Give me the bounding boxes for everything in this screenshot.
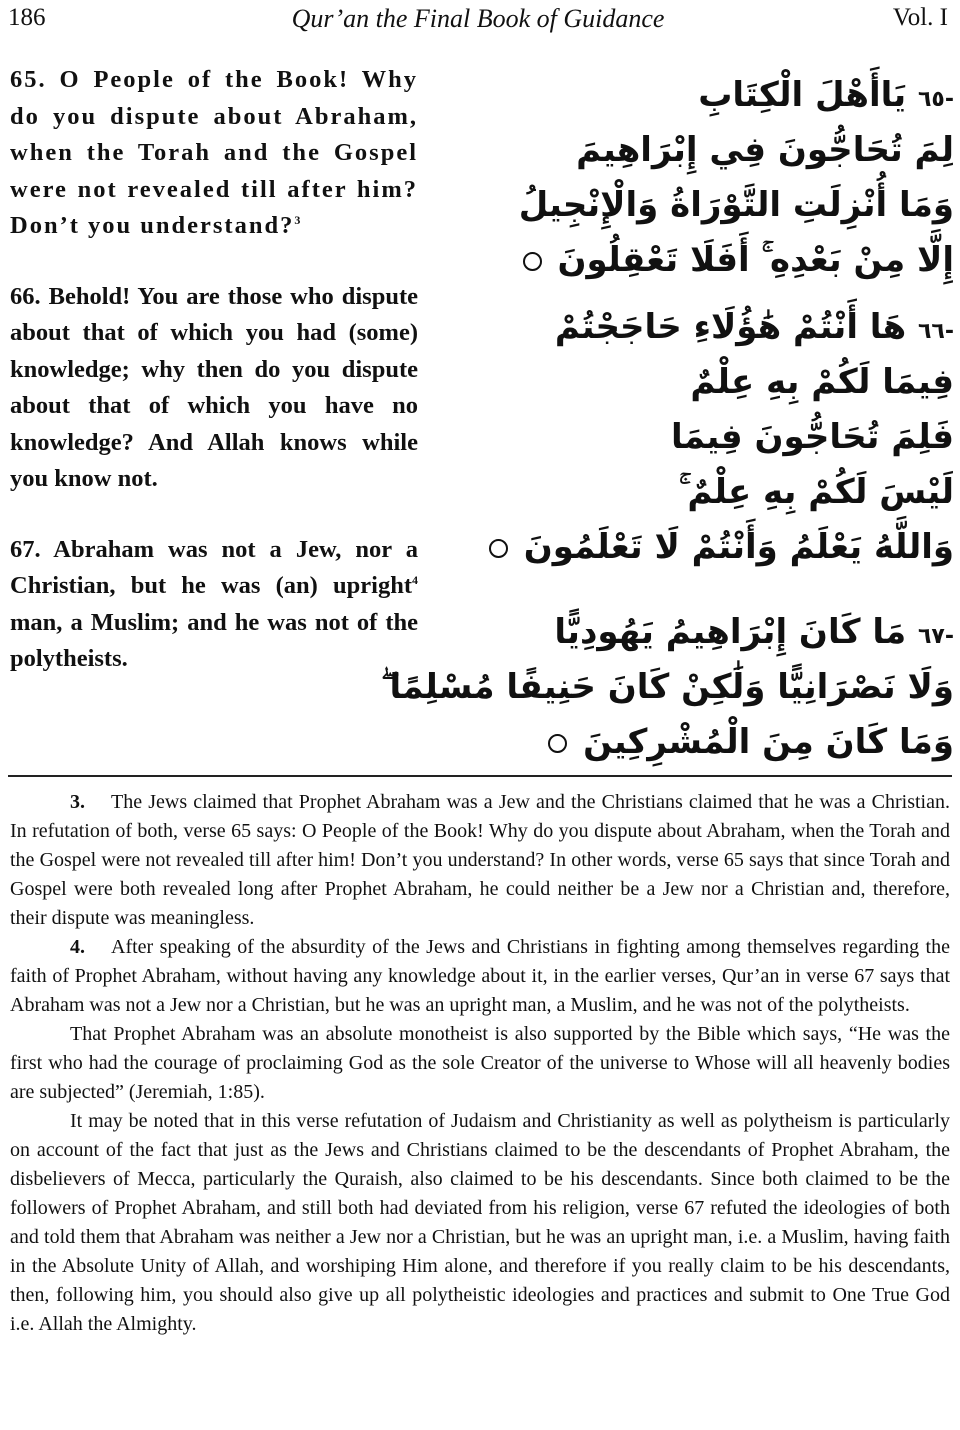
page-number: 186 bbox=[8, 4, 46, 31]
verse-66-translation bbox=[10, 279, 418, 498]
footnote-3 bbox=[10, 788, 950, 933]
arabic-line: وَاللَّهُ يَعْلَمُ وَأَنْتُمْ لَا تَعْلَمُونَ bbox=[470, 520, 954, 575]
footnote-paragraph: That Prophet Abraham was an absolute monotheist is also supported by the Bible which says, “He was the first who had the courage of proclaiming God as the sole Creator of the universe to Whose will all heavenly bodies are subjected” (Jeremiah, 1:85). bbox=[10, 1023, 950, 1103]
footnote-ref-4[interactable]: 4 bbox=[412, 572, 418, 587]
verse-66-text: 66. Behold! You are those who dispute about that of which you had (some) knowledge; why then do you dispute about that of which you have no knowledge? And Allah knows while you know not. bbox=[10, 282, 418, 492]
arabic-verse-number: -٦٥ bbox=[918, 87, 954, 112]
verse-67-translation bbox=[10, 532, 418, 678]
verse-end-circle bbox=[548, 734, 567, 753]
arabic-line: -٦٦ هَا أَنْتُمْ هَٰؤُلَاءِ حَاجَجْتُمْ bbox=[554, 307, 954, 347]
verse-end-circle bbox=[523, 252, 542, 271]
arabic-line: -٦٥ يَاأَهْلَ الْكِتَابِ bbox=[698, 75, 954, 115]
verse-67-text-end: man, a Muslim; and he was not of the polytheists. bbox=[10, 608, 418, 672]
footnote-paragraph: It may be noted that in this verse refutation of Judaism and Christianity as well as polytheism is particularly on account of the fact that just as the Jews and Christians claimed to be the descendants of Prophet Abraham, the disbelievers of Mecca, particularly the Quraish, also claimed to be his descendants. Since both claimed to be the followers of Prophet Abraham, and still both had deviated from his religion, verse 67 refuted the ideologies of both and told them that Abraham was neither a Jew nor a Christian, but he was an upright man, i.e. a Muslim, having faith in the Absolute Unity of Allah, and worshiping Him alone, and therefore if you really claim to be his descendants, then, following him, you should also give up all polytheistic ideologies and practices and submit to One True God i.e. Allah the Almighty. bbox=[10, 1110, 950, 1335]
footnote-divider bbox=[8, 775, 952, 777]
footnote-label: 4. bbox=[70, 936, 85, 958]
arabic-verse-67 bbox=[380, 605, 954, 770]
arabic-line: فَلِمَ تُحَاجُّونَ فِيمَا bbox=[670, 417, 954, 457]
arabic-verse-number: -٦٧ bbox=[918, 624, 954, 649]
arabic-line: وَمَا أُنْزِلَتِ التَّوْرَاةُ وَالْإِنْجِيلُ bbox=[518, 185, 954, 225]
footnote-4 bbox=[10, 933, 950, 1020]
arabic-line: لَيْسَ لَكُمْ بِهِ عِلْمٌ ۚ bbox=[678, 472, 954, 512]
arabic-line: فِيمَا لَكُمْ بِهِ عِلْمٌ bbox=[690, 362, 954, 402]
arabic-line: وَلَا نَصْرَانِيًّا وَلَٰكِنْ كَانَ حَنِيفًا مُسْلِمًا ۖ bbox=[380, 667, 954, 707]
verse-65-text: 65. O People of the Book! Why do you dispute about Abraham, when the Torah and the Gospel were not revealed till after him? Don’t you understand? bbox=[10, 66, 418, 239]
arabic-line: إِلَّا مِنْ بَعْدِهِ ۚ أَفَلَا تَعْقِلُونَ bbox=[470, 233, 954, 288]
verse-end-circle bbox=[489, 539, 508, 558]
english-verses bbox=[10, 62, 418, 678]
verse-65-translation bbox=[10, 62, 418, 245]
arabic-verse-65 bbox=[470, 68, 954, 288]
footnote-text: After speaking of the absurdity of the Jews and Christians in fighting among themselves regarding the faith of Prophet Abraham, without having any knowledge about it, in the earlier verses, Qur’an in verse 67 says that Abraham was not a Jew nor a Christian, but he was an upright man, a Muslim, and he was not of the polytheists. bbox=[10, 936, 950, 1016]
book-title: Qur’an the Final Book of Guidance bbox=[291, 4, 665, 33]
footnotes bbox=[10, 788, 950, 1339]
arabic-line: وَمَا كَانَ مِنَ الْمُشْرِكِينَ bbox=[470, 715, 954, 770]
footnote-text: The Jews claimed that Prophet Abraham was a Jew and the Christians claimed that he was a Christian. In refutation of both, verse 65 says: O People of the Book! Why do you dispute about Abraham, when the Torah and the Gospel were not revealed till after him! Don’t you understand? In other words, verse 65 says that since Torah and Gospel were both revealed long after Prophet Abraham, he could neither be a Jew nor a Christian and, therefore, their dispute was meaningless. bbox=[10, 791, 950, 929]
arabic-verse-66 bbox=[470, 300, 954, 575]
page-header bbox=[8, 2, 948, 36]
arabic-verse-number: -٦٦ bbox=[918, 319, 954, 344]
footnote-label: 3. bbox=[70, 791, 85, 813]
footnote-ref-3[interactable]: 3 bbox=[294, 212, 303, 227]
arabic-line: -٦٧ مَا كَانَ إِبْرَاهِيمُ يَهُودِيًّا bbox=[554, 612, 954, 652]
arabic-line: لِمَ تُحَاجُّونَ فِي إِبْرَاهِيمَ bbox=[576, 130, 954, 170]
verse-67-text: 67. Abraham was not a Jew, nor a Christian, but he was (an) upright bbox=[10, 535, 418, 599]
volume-label: Vol. I bbox=[892, 4, 948, 31]
